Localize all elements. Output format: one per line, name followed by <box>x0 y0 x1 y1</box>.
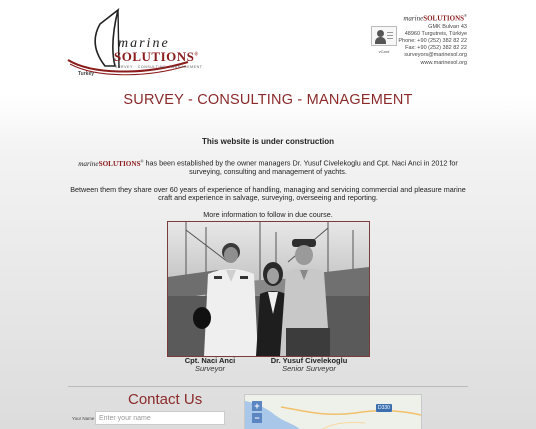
construction-headline: This website is under construction <box>201 137 335 146</box>
address-phone: Phone: +90 (252) 382 82 22 <box>398 37 467 44</box>
map-tiles <box>245 395 421 429</box>
location-map[interactable] <box>244 394 422 429</box>
map-road-label: D330 <box>378 405 390 411</box>
address-street: GMK Bulvarı 43 <box>428 23 467 30</box>
logo-country: Turkey <box>78 71 95 77</box>
person-name-1: Cpt. Naci Anci <box>184 356 236 365</box>
map-zoom-in-button[interactable]: + <box>252 401 262 411</box>
experience-paragraph: Between them they share over 60 years of experience of handling, managing and servicing commercial and pleasure marine craft and experience in salvage, surveying, overseeing and reporting. <box>70 184 466 203</box>
logo-solutions-text: SOLUTIONS® <box>114 49 199 64</box>
logo-tagline: SURVEY · CONSULTING · MANAGEMENT <box>115 65 203 69</box>
person-caption-2 <box>262 357 356 373</box>
contact-title: Contact Us <box>128 391 203 408</box>
name-input[interactable] <box>95 411 225 425</box>
more-info-paragraph: More information to follow in due course. <box>203 210 333 220</box>
address-city: 48960 Turgutreis, Türkiye <box>404 30 467 37</box>
address-website-link[interactable]: www.marinesol.org <box>420 59 467 66</box>
address-block <box>398 12 467 67</box>
person-role-2: Senior Surveyor <box>282 364 336 373</box>
person-caption-1 <box>170 357 250 373</box>
vcard-icon <box>371 26 397 46</box>
person-role-1: Surveyor <box>194 364 225 373</box>
person-name-2: Dr. Yusuf Civelekoglu <box>270 356 348 365</box>
team-photo <box>167 221 370 357</box>
address-fax: Fax: +90 (252) 382 82 22 <box>405 45 467 52</box>
company-logo[interactable] <box>66 8 203 78</box>
address-email-link[interactable]: surveyors@marinesol.org <box>404 52 467 59</box>
vcard-download[interactable] <box>371 26 397 54</box>
vcard-label: vCard <box>378 49 390 54</box>
address-company: marineSOLUTIONS® <box>403 13 467 23</box>
logo-marine-text: marine <box>118 36 170 51</box>
intro-paragraph: marineSOLUTIONS® has been established by the owner managers Dr. Yusuf Civelekoglu and Cpt. Naci Anci in 2012 for surveying, consulting and management of yachts. <box>78 158 458 177</box>
page-tagline: SURVEY - CONSULTING - MANAGEMENT <box>123 92 413 108</box>
main-content <box>68 138 468 229</box>
name-label: Your Name <box>72 416 95 421</box>
map-zoom-out-button[interactable]: − <box>252 413 262 423</box>
section-divider <box>68 386 468 387</box>
